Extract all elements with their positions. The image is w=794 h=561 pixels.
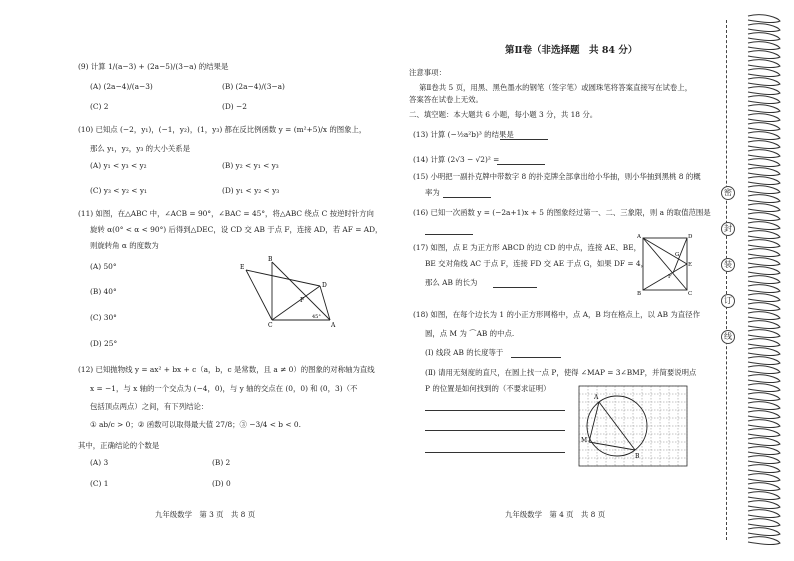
q10-option-d: (D) y₁ < y₂ < y₃ xyxy=(222,186,280,195)
q17-text-3: 那么 AB 的长为 xyxy=(425,278,478,287)
q17-label-c: C xyxy=(688,291,693,296)
coil-loop xyxy=(748,123,780,131)
coil-loop xyxy=(748,159,780,167)
notice-line-1: 第Ⅱ卷共 5 页，用黑、黑色墨水的钢笔（签字笔）或圆珠笔将答案直接写在试卷上， xyxy=(419,83,693,92)
coil-loop xyxy=(748,366,780,374)
q17-label-d: D xyxy=(688,234,693,240)
coil-loop xyxy=(748,528,780,536)
q12-option-b: (B) 2 xyxy=(212,458,231,467)
q10-stem: (10) 已知点 (−2，y₁)，(−1，y₂)，(1，y₃) 都在反比例函数 y = (m²+5)/x 的图象上， xyxy=(78,125,367,134)
q15-text-2: 率为 xyxy=(425,188,440,197)
q12-option-a: (A) 3 xyxy=(90,458,109,467)
q11-stem: (11) 如图，在△ABC 中，∠ACB = 90°，∠BAC = 45°，将△ABC 绕点 C 按逆时针方向 xyxy=(78,209,374,218)
q17-answer-line xyxy=(493,287,537,288)
coil-loop xyxy=(748,465,780,473)
coil-loop xyxy=(748,222,780,230)
q9-option-a: (A) (2a−4)/(a−3) xyxy=(90,82,153,91)
coil-loop xyxy=(748,240,780,248)
q18-text-2: 圆，点 M 为 ⌒AB 的中点. xyxy=(425,329,515,338)
q17-text-2: BE 交对角线 AC 于点 F，连接 FD 交 AE 于点 G，如果 DF = 4， xyxy=(425,259,649,268)
notice-line-2: 答案答在试卷上无效。 xyxy=(409,95,483,104)
q11-angle-label: 45° xyxy=(312,314,321,320)
coil-loop xyxy=(748,24,780,32)
q14-text: (14) 计算 (2√3 − √2)² = xyxy=(413,155,500,164)
coil-loop xyxy=(748,150,780,158)
q11-label-e: E xyxy=(240,264,245,271)
q10-option-a: (A) y₁ < y₃ < y₂ xyxy=(90,161,147,170)
coil-loop xyxy=(748,267,780,275)
coil-loop xyxy=(748,105,780,113)
q14-answer-line xyxy=(497,164,545,165)
coil-loop xyxy=(748,537,780,545)
q12-stem-3: 包括顶点两点）之间，有下列结论： xyxy=(90,402,209,411)
q13-answer-line xyxy=(500,139,548,140)
coil-loop xyxy=(748,519,780,527)
q11-label-d: D xyxy=(322,282,327,289)
q18-label-a: A xyxy=(594,394,599,401)
q18-grid-figure xyxy=(577,384,689,468)
q11-stem-2: 旋转 α(0° < α < 90°) 后得到△DEC，设 CD 交 AB 于点 F，连接 AD，若 AF = AD， xyxy=(90,225,383,234)
coil-loop xyxy=(748,474,780,482)
coil-loop xyxy=(748,501,780,509)
coil-loop xyxy=(748,78,780,86)
q10-stem-2: 那么 y₁，y₂，y₃ 的大小关系是 xyxy=(90,144,191,153)
q17-label-g: G xyxy=(675,252,680,258)
q18-part-2-b: P 的位置是如何找到的（不要求证明） xyxy=(425,384,551,393)
q18-text: (18) 如图，在每个边长为 1 的小正方形网格中，点 A，B 均在格点上，以 AB 为直径作 xyxy=(413,310,700,319)
q18-answer-line-3 xyxy=(425,452,565,453)
q12-option-d: (D) 0 xyxy=(212,479,231,488)
coil-loop xyxy=(748,330,780,338)
q16-answer-line xyxy=(425,234,473,235)
q17-label-e: E xyxy=(688,262,693,268)
q16-text: (16) 已知一次函数 y = (−2a+1)x + 5 的图象经过第一、二、三象限，则 a 的取值范围是 xyxy=(413,208,711,217)
binding-char-xian: 线 xyxy=(721,330,735,344)
coil-loop xyxy=(748,447,780,455)
coil-loop xyxy=(748,510,780,518)
coil-loop xyxy=(748,285,780,293)
coil-loop xyxy=(748,438,780,446)
coil-loop xyxy=(748,15,780,23)
binding-line xyxy=(726,20,727,540)
q17-label-b: B xyxy=(637,291,642,296)
q18-part-1-answer-line xyxy=(511,357,561,358)
coil-loop xyxy=(748,132,780,140)
coil-loop xyxy=(748,96,780,104)
binding-char-mi: 密 xyxy=(721,186,735,200)
coil-loop xyxy=(748,303,780,311)
q11-figure xyxy=(232,256,342,328)
coil-loop xyxy=(748,492,780,500)
coil-loop xyxy=(748,42,780,50)
q11-option-b: (B) 40° xyxy=(90,287,117,296)
right-footer: 九年级数学 第 4 页 共 8 页 xyxy=(505,510,606,519)
binding-char-zhuang: 装 xyxy=(721,258,735,272)
right-page xyxy=(397,0,794,561)
coil-loop xyxy=(748,231,780,239)
coil-loop xyxy=(748,186,780,194)
coil-loop xyxy=(748,384,780,392)
section-2-heading: 二、填空题：本大题共 6 小题，每小题 3 分，共 18 分。 xyxy=(409,110,598,119)
q11-label-b: B xyxy=(268,256,273,263)
coil-loop xyxy=(748,402,780,410)
q12-stem-4: ① ab/c > 0；② 函数可以取得最大值 27/8；③ −3/4 < b < 0. xyxy=(90,420,301,429)
coil-loop xyxy=(748,456,780,464)
coil-loop xyxy=(748,168,780,176)
q11-option-d: (D) 25° xyxy=(90,339,118,348)
coil-loop xyxy=(748,60,780,68)
coil-loop xyxy=(748,87,780,95)
q18-part-2: (Ⅱ) 请用无刻度的直尺，在圆上找一点 P，使得 ∠MAP = 3∠BMP，并简要说明点 xyxy=(425,368,697,377)
coil-loop xyxy=(748,411,780,419)
q18-label-m: M xyxy=(581,437,588,444)
coil-loop xyxy=(748,69,780,77)
coil-loop xyxy=(748,429,780,437)
q9-option-b: (B) (2a−4)/(3−a) xyxy=(222,82,285,91)
coil-loop xyxy=(748,294,780,302)
notice-heading: 注意事项： xyxy=(409,68,446,77)
q12-stem: (12) 已知抛物线 y = ax² + bx + c（a，b，c 是常数，且 a ≠ 0）的图象的对称轴为直线 xyxy=(78,365,375,374)
q9-stem: (9) 计算 1/(a−3) + (2a−5)/(3−a) 的结果是 xyxy=(78,62,229,71)
coil-loop xyxy=(748,393,780,401)
q17-label-a: A xyxy=(637,234,641,240)
coil-loop xyxy=(748,348,780,356)
q13-text: (13) 计算 (−½a²b)³ 的结果是 xyxy=(413,130,514,139)
q18-answer-line-1 xyxy=(425,410,565,411)
q9-option-d: (D) −2 xyxy=(222,102,247,111)
q15-answer-line xyxy=(443,197,491,198)
q17-text: (17) 如图，点 E 为正方形 ABCD 的边 CD 的中点，连接 AE、BE， xyxy=(413,243,642,252)
coil-loop xyxy=(748,195,780,203)
q11-label-c: C xyxy=(268,322,273,328)
left-footer: 九年级数学 第 3 页 共 8 页 xyxy=(155,510,256,519)
coil-loop xyxy=(748,321,780,329)
q18-label-b: B xyxy=(635,453,640,460)
q11-option-a: (A) 50° xyxy=(90,262,117,271)
binding-coil xyxy=(744,10,784,550)
coil-loop xyxy=(748,141,780,149)
q17-figure xyxy=(637,232,693,296)
coil-loop xyxy=(748,483,780,491)
q11-stem-3: 则旋转角 α 的度数为 xyxy=(90,241,159,250)
q18-answer-line-2 xyxy=(425,430,565,431)
q11-option-c: (C) 30° xyxy=(90,313,117,322)
coil-loop xyxy=(748,114,780,122)
q12-stem-5: 其中，正确结论的个数是 xyxy=(78,441,160,450)
section-title: 第Ⅱ卷（非选择题 共 84 分） xyxy=(505,45,638,56)
coil-loop xyxy=(748,339,780,347)
coil-loop xyxy=(748,312,780,320)
coil-loop xyxy=(748,258,780,266)
q12-option-c: (C) 1 xyxy=(90,479,109,488)
q12-stem-2: x = −1，与 x 轴的一个交点为 (−4，0)，与 y 轴的交点在 (0，0) 和 (0，3)（不 xyxy=(90,384,358,393)
q10-option-b: (B) y₂ < y₁ < y₃ xyxy=(222,161,279,170)
coil-loop xyxy=(748,51,780,59)
binding-char-ding: 订 xyxy=(721,294,735,308)
q11-label-f: F xyxy=(300,297,305,304)
q9-option-c: (C) 2 xyxy=(90,102,109,111)
coil-loop xyxy=(748,420,780,428)
coil-loop xyxy=(748,33,780,41)
coil-loop xyxy=(748,177,780,185)
q10-option-c: (C) y₃ < y₂ < y₁ xyxy=(90,186,147,195)
q11-label-a: A xyxy=(331,322,336,328)
coil-loop xyxy=(748,204,780,212)
q15-text: (15) 小明把一副扑克牌中带数字 8 的扑克牌全部拿出给小华抽，则小华抽到黑桃 8 的概 xyxy=(413,172,701,181)
q18-part-1: (Ⅰ) 线段 AB 的长度等于 xyxy=(425,348,504,357)
coil-loop xyxy=(748,357,780,365)
coil-loop xyxy=(748,249,780,257)
coil-loop xyxy=(748,213,780,221)
q17-label-f: F xyxy=(668,274,672,280)
coil-loop xyxy=(748,375,780,383)
coil-loop xyxy=(748,276,780,284)
binding-char-feng: 封 xyxy=(721,222,735,236)
